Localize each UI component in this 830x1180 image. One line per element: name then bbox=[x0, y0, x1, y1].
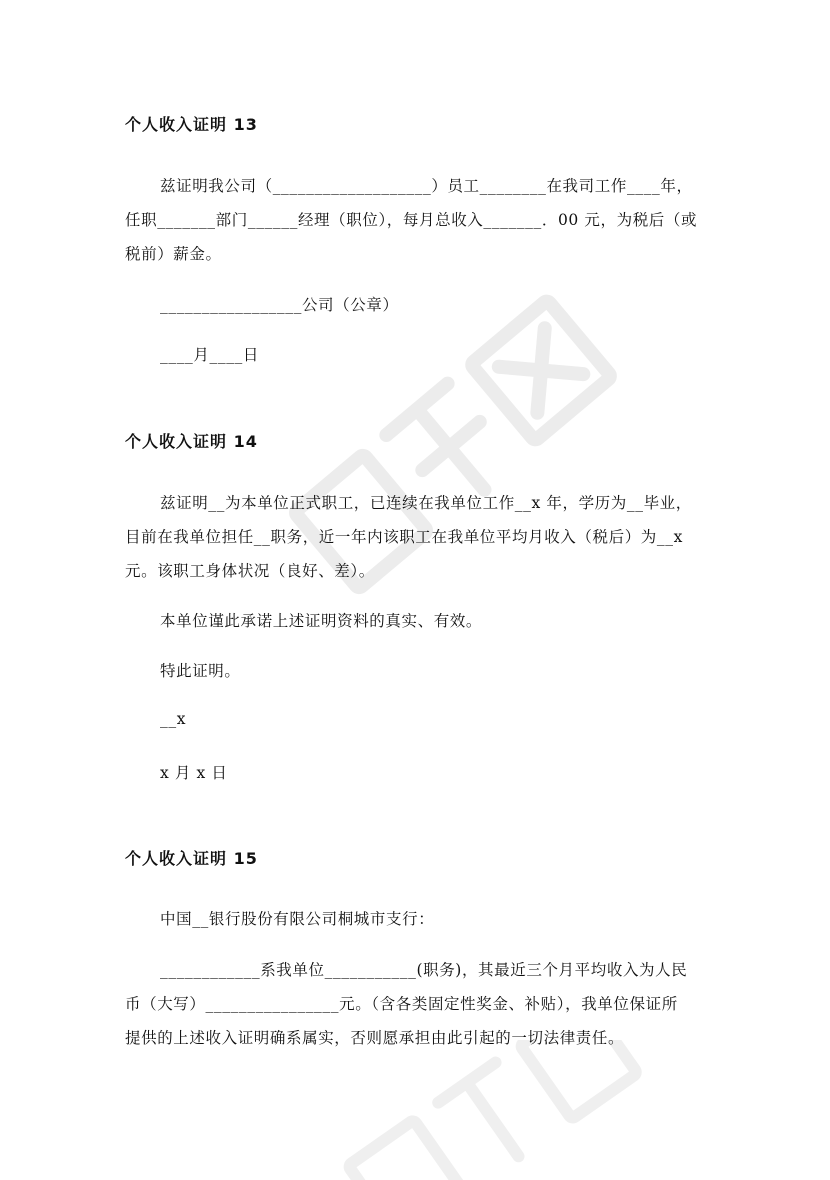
paragraph-line: 任职_______部门______经理（职位），每月总收入_______．00 元，为税后（或 bbox=[125, 211, 698, 229]
section-heading: 个人收入证明 13 bbox=[125, 115, 258, 134]
paragraph-line: 提供的上述收入证明确系属实，否则愿承担由此引起的一切法律责任。 bbox=[125, 1029, 625, 1047]
section-heading: 个人收入证明 14 bbox=[125, 432, 258, 451]
signature-line: _________________公司（公章） bbox=[160, 296, 399, 314]
date-line: x 月 x 日 bbox=[160, 764, 228, 782]
paragraph-line: ____________系我单位___________(职务)，其最近三个月平均收入为人民 bbox=[160, 961, 688, 979]
paragraph-line: 兹证明我公司（___________________）员工________在我司工作____年， bbox=[160, 177, 693, 195]
signature-line: __x bbox=[160, 710, 187, 728]
date-line: ____月____日 bbox=[160, 346, 260, 364]
paragraph-line: 元。该职工身体状况（良好、差）。 bbox=[125, 562, 375, 580]
section-heading: 个人收入证明 15 bbox=[125, 849, 258, 868]
paragraph-line: 中国__银行股份有限公司桐城市支行： bbox=[160, 910, 435, 928]
paragraph-line: 目前在我单位担任__职务，近一年内该职工在我单位平均月收入（税后）为__x bbox=[125, 528, 683, 546]
paragraph-line: 本单位谨此承诺上述证明资料的真实、有效。 bbox=[160, 612, 483, 630]
paragraph-line: 兹证明__为本单位正式职工，已连续在我单位工作__x 年，学历为__毕业， bbox=[160, 494, 692, 512]
paragraph-line: 税前）薪金。 bbox=[125, 245, 222, 263]
paragraph-line: 币（大写）________________元。（含各类固定性奖金、补贴），我单位保证所 bbox=[125, 995, 678, 1013]
paragraph-line: 特此证明。 bbox=[160, 662, 241, 680]
